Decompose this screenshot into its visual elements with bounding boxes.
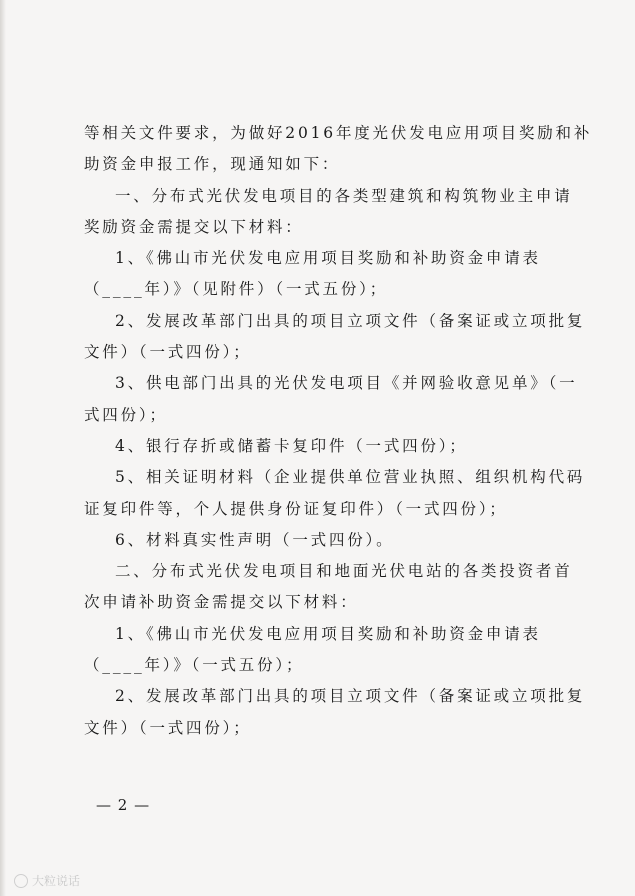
document-body	[84, 118, 593, 744]
page-number: — 2 —	[96, 796, 151, 814]
text-line: 证复印件等，个人提供身份证复印件）（一式四份）；	[84, 499, 508, 518]
text-line: 次申请补助资金需提交以下材料：	[84, 593, 359, 612]
text-line: （____年）》（见附件）（一式五份）；	[84, 280, 389, 299]
list-item: 2、发展改革部门出具的项目立项文件（备案证或立项批复	[115, 311, 586, 330]
list-item: 2、发展改革部门出具的项目立项文件（备案证或立项批复	[115, 687, 586, 706]
text-line: 助资金申报工作，现通知如下：	[84, 155, 341, 174]
list-item: 5、相关证明材料（企业提供单位营业执照、组织机构代码	[115, 468, 586, 487]
watermark	[14, 872, 80, 889]
section-heading: 一、分布式光伏发电项目的各类型建筑和构筑物业主申请	[115, 186, 573, 205]
list-item: 4、银行存折或储蓄卡复印件（一式四份）；	[115, 436, 468, 455]
page-edge-shadow	[0, 0, 6, 896]
text-line: 文件）（一式四份）；	[84, 718, 252, 737]
list-item: 3、供电部门出具的光伏发电项目《并网验收意见单》（一	[115, 374, 578, 393]
watermark-logo-icon	[14, 874, 28, 888]
watermark-text: 大粒说话	[32, 874, 81, 888]
list-item: 1、《佛山市光伏发电应用项目奖励和补助资金申请表	[115, 249, 541, 268]
text-line: 等相关文件要求，为做好2016年度光伏发电应用项目奖励和补	[84, 124, 593, 142]
text-line: 文件）（一式四份）；	[84, 343, 252, 362]
list-item: 1、《佛山市光伏发电应用项目奖励和补助资金申请表	[115, 624, 541, 643]
text-line: （____年）》（一式五份）；	[84, 656, 305, 675]
text-line: 奖励资金需提交以下材料：	[84, 217, 304, 236]
list-item: 6、材料真实性声明（一式四份）。	[115, 530, 395, 549]
section-heading: 二、分布式光伏发电项目和地面光伏电站的各类投资者首	[115, 562, 573, 581]
text-line: 式四份）；	[84, 405, 168, 424]
